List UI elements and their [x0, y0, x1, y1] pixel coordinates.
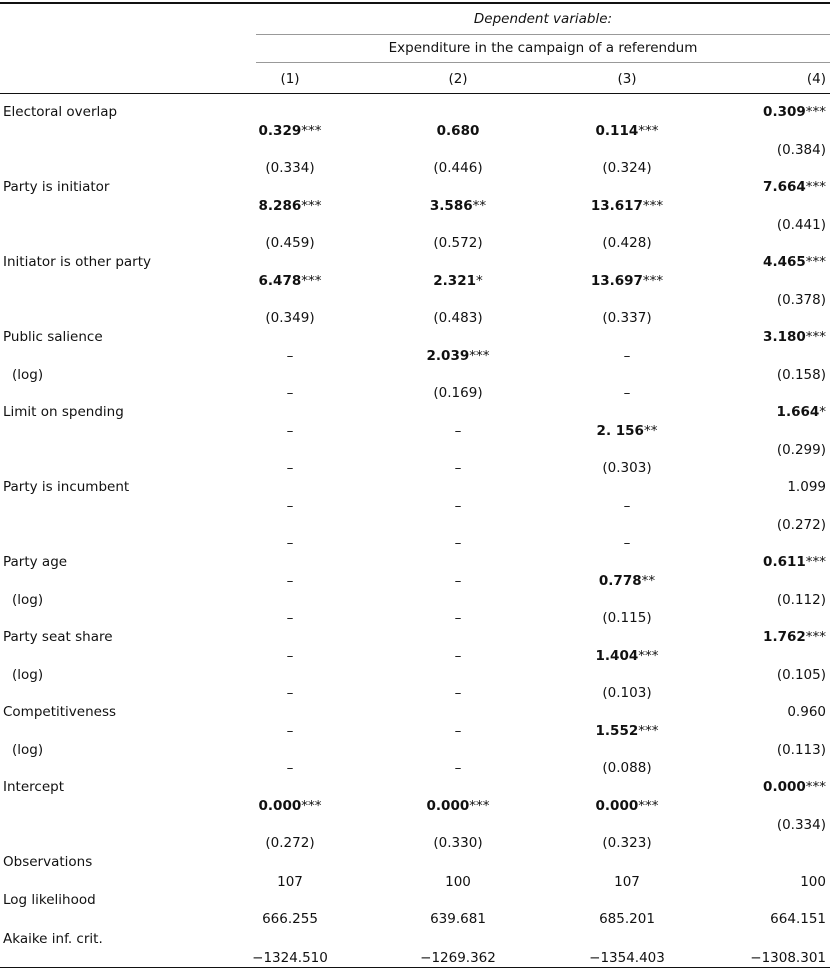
significance-stars: ***: [301, 198, 322, 214]
significance-stars: ***: [805, 329, 826, 345]
coef-col2-seat_share: –: [454, 648, 462, 664]
significance-stars: ***: [805, 179, 826, 195]
se-col3-seat_share: (0.103): [602, 685, 652, 701]
row-label-competitiveness: Competitiveness: [3, 704, 117, 720]
se-col2-limit_spending: –: [454, 460, 462, 476]
stat-col4-observations: 100: [800, 874, 826, 890]
coefficient-value: 8.286: [258, 198, 302, 214]
coefficient-value: 7.664: [763, 179, 806, 195]
row-label-aic: Akaike inf. crit.: [3, 931, 103, 947]
stat-col4-aic: −1308.301: [750, 950, 826, 966]
coef-col3-intercept: [596, 798, 659, 814]
row-label-party_incumbent: Party is incumbent: [3, 479, 130, 495]
coef-col4-competitiveness: 0.960: [787, 704, 826, 720]
se-col4-party_age: (0.112): [776, 592, 826, 608]
row-label-limit_spending: Limit on spending: [3, 404, 124, 420]
coefficient-value: 0.000: [763, 779, 806, 795]
stat-col3-observations: 107: [614, 874, 640, 890]
se-col4-party_incumbent: (0.272): [776, 517, 826, 533]
coef-col2-electoral_overlap: [437, 123, 480, 139]
se-col2-public_salience: (0.169): [433, 385, 483, 401]
coef-col4-public_salience: [763, 329, 826, 345]
column-header-3: (3): [617, 71, 637, 87]
coefficient-value: 0.680: [436, 123, 480, 139]
coef-col3-limit_spending: [597, 423, 658, 439]
se-col2-competitiveness: –: [454, 760, 462, 776]
row-sublabel-public_salience: (log): [12, 367, 44, 383]
coef-col3-party_age: [599, 573, 655, 589]
stat-col2-loglik: 639.681: [430, 911, 486, 927]
se-col1-party_age: –: [286, 610, 294, 626]
coef-col2-initiator_other: [433, 273, 482, 289]
coef-col3-initiator_other: [591, 273, 663, 289]
significance-stars: ***: [642, 273, 664, 289]
row-sublabel-competitiveness: (log): [12, 742, 44, 758]
coefficient-value: 4.465: [763, 254, 806, 270]
coef-col3-party_incumbent: –: [623, 498, 631, 514]
coefficient-value: 13.697: [590, 273, 643, 289]
se-col3-electoral_overlap: (0.324): [602, 160, 652, 176]
coef-col4-party_initiator: [763, 179, 826, 195]
coef-col1-seat_share: –: [286, 648, 294, 664]
se-col4-intercept: (0.334): [776, 817, 826, 833]
coef-col4-initiator_other: [763, 254, 826, 270]
significance-stars: ***: [638, 798, 659, 814]
coef-col2-limit_spending: –: [454, 423, 462, 439]
coefficient-value: 0.000: [426, 798, 470, 814]
coefficient-value: 0.000: [258, 798, 302, 814]
coef-col1-competitiveness: –: [286, 723, 294, 739]
coef-col2-intercept: [427, 798, 490, 814]
coef-col4-electoral_overlap: [763, 104, 826, 120]
se-col1-party_incumbent: –: [286, 535, 294, 551]
se-col3-intercept: (0.323): [602, 835, 652, 851]
se-col1-limit_spending: –: [286, 460, 294, 476]
se-col1-party_initiator: (0.459): [265, 235, 315, 251]
coefficient-value: 3.180: [763, 329, 806, 345]
coefficient-value: 0.000: [595, 798, 639, 814]
significance-stars: **: [641, 573, 656, 589]
se-col2-electoral_overlap: (0.446): [433, 160, 483, 176]
significance-stars: ***: [805, 554, 826, 570]
significance-stars: ***: [642, 198, 664, 214]
coefficient-value: 2.321: [433, 273, 476, 289]
row-label-intercept: Intercept: [3, 779, 64, 795]
se-col2-party_age: –: [454, 610, 462, 626]
coef-col1-initiator_other: [259, 273, 322, 289]
dependent-variable-name: Expenditure in the campaign of a referendum: [388, 40, 698, 56]
se-col4-limit_spending: (0.299): [776, 442, 826, 458]
se-col2-intercept: (0.330): [433, 835, 483, 851]
column-header-1: (1): [280, 71, 300, 87]
coef-col4-party_age: [763, 554, 826, 570]
se-col4-party_initiator: (0.441): [776, 217, 826, 233]
se-col2-party_incumbent: –: [454, 535, 462, 551]
se-col3-public_salience: –: [623, 385, 631, 401]
header-rule: [0, 93, 830, 94]
se-col1-initiator_other: (0.349): [265, 310, 315, 326]
coefficient-value: 1.762: [763, 629, 806, 645]
significance-stars: *: [475, 273, 483, 289]
significance-stars: *: [819, 404, 826, 420]
stat-col2-aic: −1269.362: [420, 950, 496, 966]
coefficient-value: 3.586: [429, 198, 473, 214]
significance-stars: ***: [469, 798, 490, 814]
row-sublabel-party_age: (log): [12, 592, 44, 608]
significance-stars: ***: [805, 629, 826, 645]
se-col1-competitiveness: –: [286, 760, 294, 776]
coef-col2-competitiveness: –: [454, 723, 462, 739]
coefficient-value: 1.404: [595, 648, 639, 664]
row-label-party_age: Party age: [3, 554, 68, 570]
coefficient-value: 13.617: [590, 198, 643, 214]
stat-col2-observations: 100: [445, 874, 471, 890]
se-col2-seat_share: –: [454, 685, 462, 701]
row-label-observations: Observations: [3, 854, 93, 870]
row-label-loglik: Log likelihood: [3, 892, 96, 908]
coefficient-value: 1.664: [776, 404, 820, 420]
significance-stars: ***: [301, 123, 322, 139]
significance-stars: ***: [638, 123, 659, 139]
coef-col3-competitiveness: [596, 723, 659, 739]
coefficient-value: 6.478: [258, 273, 302, 289]
coef-col1-public_salience: –: [286, 348, 294, 364]
se-col4-initiator_other: (0.378): [776, 292, 826, 308]
coefficient-value: 0.329: [258, 123, 302, 139]
row-label-party_initiator: Party is initiator: [3, 179, 110, 195]
se-col2-initiator_other: (0.483): [433, 310, 483, 326]
coefficient-value: 0.309: [763, 104, 806, 120]
coef-col3-electoral_overlap: [596, 123, 659, 139]
significance-stars: ***: [638, 723, 659, 739]
se-col4-public_salience: (0.158): [776, 367, 826, 383]
coef-col1-limit_spending: –: [286, 423, 294, 439]
coef-col4-intercept: [763, 779, 826, 795]
se-col3-competitiveness: (0.088): [602, 760, 652, 776]
significance-stars: ***: [638, 648, 659, 664]
coef-col3-public_salience: –: [623, 348, 631, 364]
coef-col4-seat_share: [763, 629, 826, 645]
stat-col4-loglik: 664.151: [770, 911, 826, 927]
coef-col2-party_age: –: [454, 573, 462, 589]
coef-col2-party_incumbent: –: [454, 498, 462, 514]
row-sublabel-seat_share: (log): [12, 667, 44, 683]
header-subrule: [256, 34, 830, 35]
column-header-2: (2): [448, 71, 468, 87]
row-label-electoral_overlap: Electoral overlap: [3, 104, 118, 120]
coef-col1-electoral_overlap: [259, 123, 322, 139]
significance-stars: **: [472, 198, 487, 214]
top-rule: [0, 2, 830, 4]
row-label-initiator_other: Initiator is other party: [3, 254, 152, 270]
stat-col3-aic: −1354.403: [589, 950, 665, 966]
column-header-4: (4): [806, 71, 826, 87]
coefficient-value: 1.552: [595, 723, 639, 739]
significance-stars: ***: [805, 254, 826, 270]
coefficient-value: 0.778: [598, 573, 642, 589]
significance-stars: ***: [301, 273, 322, 289]
se-col2-party_initiator: (0.572): [433, 235, 483, 251]
coefficient-value: 2. 156: [596, 423, 644, 439]
se-col4-electoral_overlap: (0.384): [776, 142, 826, 158]
coef-col2-public_salience: [427, 348, 490, 364]
se-col4-seat_share: (0.105): [776, 667, 826, 683]
coef-col4-party_incumbent: 1.099: [787, 479, 826, 495]
se-col3-initiator_other: (0.337): [602, 310, 652, 326]
coefficient-value: 0.114: [595, 123, 639, 139]
coef-col1-party_age: –: [286, 573, 294, 589]
significance-stars: ***: [805, 779, 826, 795]
coefficient-value: 2.039: [426, 348, 470, 364]
bottom-rule: [0, 967, 830, 968]
significance-stars: **: [643, 423, 658, 439]
dependent-variable-label: Dependent variable:: [473, 11, 613, 27]
stat-col1-aic: −1324.510: [252, 950, 328, 966]
coef-col3-seat_share: [596, 648, 659, 664]
se-col3-party_age: (0.115): [602, 610, 652, 626]
se-col1-public_salience: –: [286, 385, 294, 401]
row-label-public_salience: Public salience: [3, 329, 103, 345]
stat-col1-loglik: 666.255: [262, 911, 318, 927]
se-col3-party_initiator: (0.428): [602, 235, 652, 251]
se-col1-electoral_overlap: (0.334): [265, 160, 315, 176]
significance-stars: ***: [469, 348, 490, 364]
se-col1-intercept: (0.272): [265, 835, 315, 851]
header-subrule-2: [256, 62, 830, 63]
se-col1-seat_share: –: [286, 685, 294, 701]
significance-stars: ***: [301, 798, 322, 814]
coef-col3-party_initiator: [591, 198, 663, 214]
coef-col1-party_initiator: [259, 198, 322, 214]
se-col3-party_incumbent: –: [623, 535, 631, 551]
coef-col2-party_initiator: [430, 198, 486, 214]
significance-stars: ***: [805, 104, 826, 120]
se-col4-competitiveness: (0.113): [776, 742, 826, 758]
coefficient-value: 0.611: [763, 554, 806, 570]
stat-col3-loglik: 685.201: [599, 911, 655, 927]
se-col3-limit_spending: (0.303): [602, 460, 652, 476]
row-label-seat_share: Party seat share: [3, 629, 113, 645]
stat-col1-observations: 107: [277, 874, 303, 890]
coef-col4-limit_spending: [777, 404, 826, 420]
coef-col1-party_incumbent: –: [286, 498, 294, 514]
coef-col1-intercept: [259, 798, 322, 814]
